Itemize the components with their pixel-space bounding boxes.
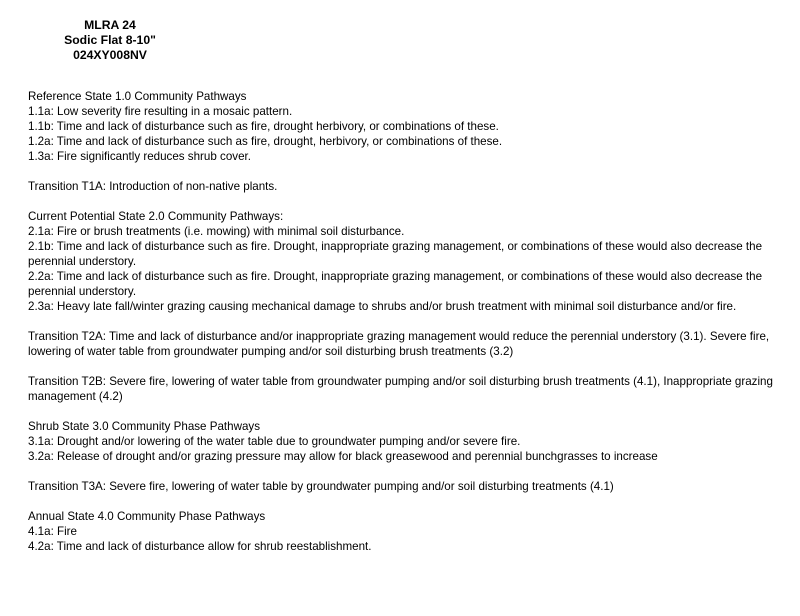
document-body [28,89,788,569]
pathway-item: 3.1a: Drought and/or lowering of the water table due to groundwater pumping and/or severe fire. [28,435,521,448]
document-header [40,18,180,63]
transition-text: Transition T2A: Time and lack of disturbance and/or inappropriate grazing management would reduce the perennial understory (3.1). Severe fire, lowering of water table from groundwater pumping and/or soil disturbing brush treatments (3.2) [28,330,770,358]
pathway-item: 2.3a: Heavy late fall/winter grazing causing mechanical damage to shrubs and/or brush treatment with minimal soil disturbance and/or fire. [28,300,737,313]
pathway-item: 4.1a: Fire [28,525,77,538]
pathway-item: 2.2a: Time and lack of disturbance such as fire. Drought, inappropriate grazing management, or combinations of these would also decrease the perennial understory. [28,270,763,298]
transition-text: Transition T2B: Severe fire, lowering of water table from groundwater pumping and/or soil disturbing brush treatments (4.1), Inappropriate grazing management (4.2) [28,375,773,403]
section-transition-t2b [28,374,788,404]
transition-text: Transition T3A: Severe fire, lowering of water table by groundwater pumping and/or soil disturbing treatments (4.1) [28,480,614,493]
pathway-item: 2.1b: Time and lack of disturbance such as fire. Drought, inappropriate grazing management, or combinations of these would also decrease the perennial understory. [28,240,763,268]
pathway-item: 4.2a: Time and lack of disturbance allow for shrub reestablishment. [28,540,372,553]
site-name: Sodic Flat 8-10" [64,33,156,47]
section-current-potential-state [28,209,788,314]
pathway-item: 1.1b: Time and lack of disturbance such as fire, drought herbivory, or combinations of these. [28,120,499,133]
section-transition-t3a [28,479,788,494]
section-heading: Reference State 1.0 Community Pathways [28,90,247,103]
section-reference-state [28,89,788,164]
site-id: 024XY008NV [73,48,147,62]
pathway-item: 1.2a: Time and lack of disturbance such as fire, drought, herbivory, or combinations of these. [28,135,503,148]
section-annual-state [28,509,788,554]
transition-text: Transition T1A: Introduction of non-native plants. [28,180,278,193]
section-transition-t2a [28,329,788,359]
section-heading: Annual State 4.0 Community Phase Pathways [28,510,266,523]
section-heading: Current Potential State 2.0 Community Pathways: [28,210,284,223]
mlra-title: MLRA 24 [84,18,136,32]
pathway-item: 2.1a: Fire or brush treatments (i.e. mowing) with minimal soil disturbance. [28,225,405,238]
pathway-item: 1.3a: Fire significantly reduces shrub cover. [28,150,251,163]
section-heading: Shrub State 3.0 Community Phase Pathways [28,420,260,433]
pathway-item: 3.2a: Release of drought and/or grazing pressure may allow for black greasewood and perennial bunchgrasses to increase [28,450,658,463]
section-shrub-state [28,419,788,464]
section-transition-t1a [28,179,788,194]
pathway-item: 1.1a: Low severity fire resulting in a mosaic pattern. [28,105,293,118]
